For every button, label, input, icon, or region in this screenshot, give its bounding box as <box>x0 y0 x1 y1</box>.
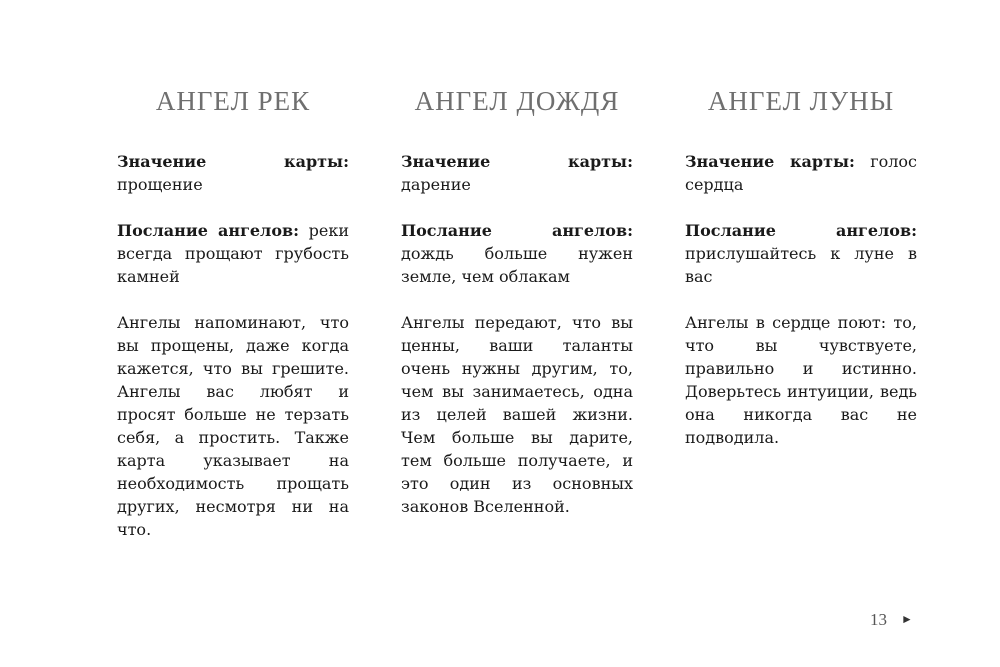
card-title: АНГЕЛ РЕК <box>155 86 311 116</box>
page-number: 13 <box>870 610 887 629</box>
card-description: Ангелы напоминают, что вы прощены, даже когда кажется, что вы грешите. Ангелы вас любят и просят больше не терзать себя, а простить. Также карта указывает на необходимость прощать других, несмотря ни на что. <box>117 313 349 539</box>
card-description: Ангелы передают, что вы ценны, ваши таланты очень нужны другим, то, чем вы занимаетесь, одна из целей вашей жизни. Чем больше вы дарите, тем больше получаете, и это один из основных законов Вселенной. <box>401 313 633 516</box>
card-column-moon <box>685 86 917 472</box>
message-label: Послание ангелов: <box>401 221 633 240</box>
card-meaning <box>117 150 349 196</box>
card-description: Ангелы в сердце поют: то, что вы чувствуете, правильно и истинно. Доверьтесь интуиции, ведь она никогда вас не подводила. <box>685 313 917 447</box>
angel-message <box>401 219 633 288</box>
card-title: АНГЕЛ ДОЖДЯ <box>414 86 620 116</box>
next-page-arrow-icon[interactable]: ► <box>901 612 913 626</box>
angel-message <box>117 219 349 288</box>
card-title: АНГЕЛ ЛУНЫ <box>707 86 895 116</box>
message-label: Послание ангелов: <box>685 221 917 240</box>
card-meaning <box>685 150 917 196</box>
message-value: дождь больше нужен земле, чем облакам <box>401 244 633 286</box>
angel-message <box>685 219 917 288</box>
message-value: реки всегда прощают грубость камней <box>117 221 349 286</box>
meaning-value: голос сердца <box>685 152 917 194</box>
card-meaning <box>401 150 633 196</box>
card-column-rain <box>401 86 633 541</box>
message-label: Послание ангелов: <box>117 221 300 240</box>
meaning-label: Значение карты: <box>117 152 349 171</box>
meaning-value: дарение <box>401 175 471 194</box>
message-value: прислушайтесь к луне в вас <box>685 244 917 286</box>
card-column-river <box>117 86 349 564</box>
page-footer <box>870 610 913 630</box>
meaning-label: Значение карты: <box>685 152 855 171</box>
meaning-label: Значение карты: <box>401 152 633 171</box>
meaning-value: прощение <box>117 175 203 194</box>
